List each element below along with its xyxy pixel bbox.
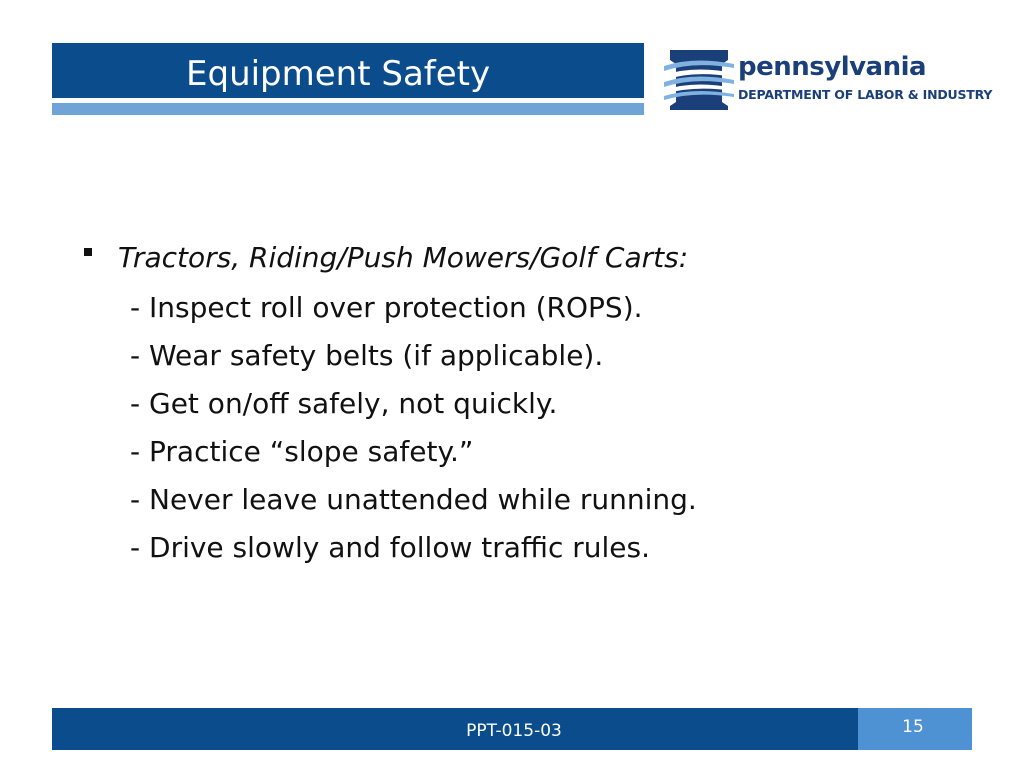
page-number: 15: [902, 717, 924, 737]
footer-document-code: PPT-015-03: [466, 721, 562, 741]
bullet-item: [80, 236, 940, 282]
sub-item: - Practice “slope safety.”: [130, 435, 474, 468]
sub-item: - Never leave unattended while running.: [130, 483, 697, 516]
sub-item: - Wear safety belts (if applicable).: [130, 339, 604, 372]
bullet-heading: Tractors, Riding/Push Mowers/Golf Carts:: [118, 241, 689, 274]
slide-body: [80, 236, 940, 564]
sub-item: - Get on/off safely, not quickly.: [130, 387, 558, 420]
logo-department: DEPARTMENT OF LABOR & INDUSTRY: [738, 87, 993, 102]
sub-item: - Drive slowly and follow traffic rules.: [130, 531, 651, 564]
footer-page-box: [858, 708, 972, 750]
pennsylvania-logo: [664, 44, 993, 112]
sub-item: - Inspect roll over protection (ROPS).: [130, 291, 643, 324]
slide-title: Equipment Safety: [186, 54, 491, 94]
square-bullet-icon: [84, 248, 92, 256]
logo-wordmark: pennsylvania: [738, 52, 927, 82]
sub-item-list: [130, 284, 697, 572]
footer-bar: [52, 708, 858, 750]
title-underline-stripe: [52, 103, 644, 115]
keystone-icon: [664, 44, 734, 112]
